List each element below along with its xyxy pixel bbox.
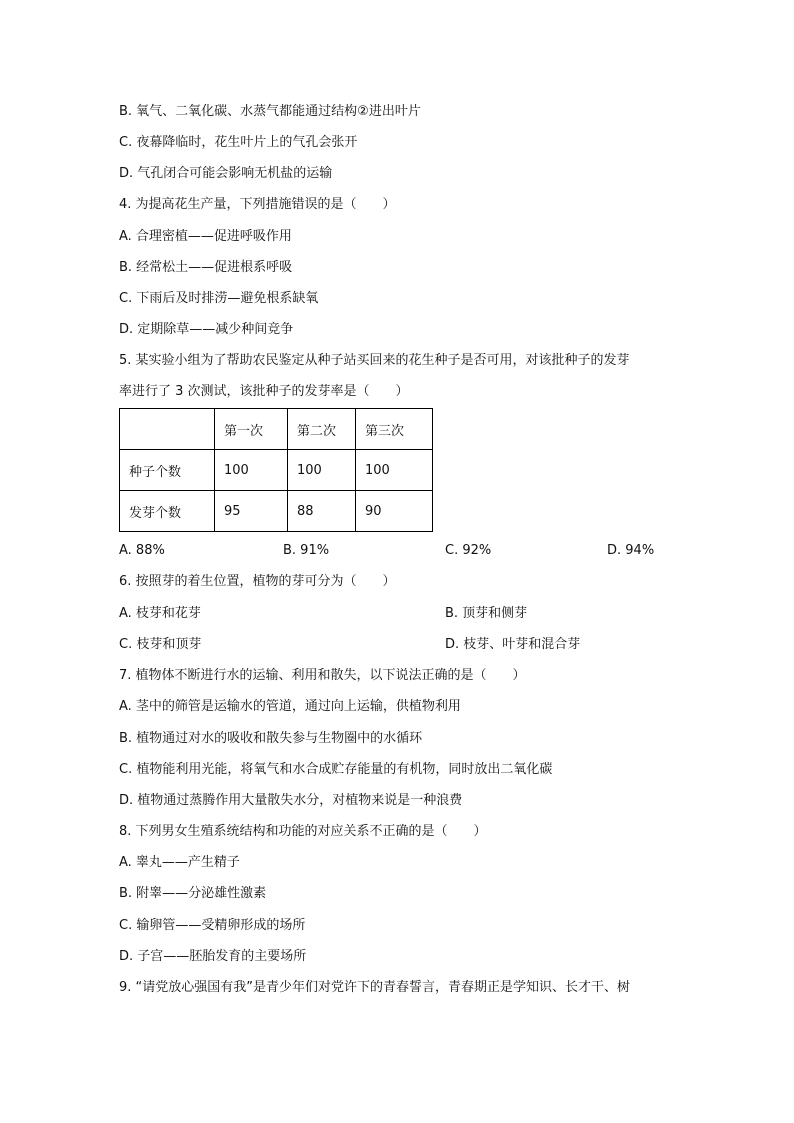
table-cell: 第一次	[215, 409, 288, 450]
q5-option-d: D. 94%	[607, 543, 655, 558]
table-cell: 90	[356, 491, 433, 532]
q4-option-a: A. 合理密植——促进呼吸作用	[119, 229, 292, 244]
q7-option-b: B. 植物通过对水的吸收和散失参与生物圈中的水循环	[119, 731, 423, 746]
q6-option-d: D. 枝芽、叶芽和混合芽	[445, 637, 581, 652]
q5-option-b: B. 91%	[283, 543, 330, 558]
question-5-line-2: 率进行了 3 次测试，该批种子的发芽率是（ ）	[119, 384, 409, 399]
table-cell: 发芽个数	[120, 491, 215, 532]
table-cell: 第二次	[288, 409, 356, 450]
table-cell: 种子个数	[120, 450, 215, 491]
table-cell: 95	[215, 491, 288, 532]
table-cell: 100	[288, 450, 356, 491]
q3-option-d: D. 气孔闭合可能会影响无机盐的运输	[119, 166, 333, 181]
table-row	[120, 450, 433, 491]
table-cell: 第三次	[356, 409, 433, 450]
question-9: 9. “请党放心强国有我”是青少年们对党许下的青春誓言，青春期正是学知识、长才干、树	[119, 980, 631, 995]
q8-option-d: D. 子宫——胚胎发育的主要场所	[119, 949, 307, 964]
question-7: 7. 植物体不断进行水的运输、利用和散失，以下说法正确的是（ ）	[119, 668, 526, 683]
q8-option-a: A. 睾丸——产生精子	[119, 855, 240, 870]
q8-option-b: B. 附睾——分泌雄性激素	[119, 886, 267, 901]
table-cell: 100	[215, 450, 288, 491]
q4-option-c: C. 下雨后及时排涝—避免根系缺氧	[119, 291, 319, 306]
q3-option-c: C. 夜幕降临时，花生叶片上的气孔会张开	[119, 135, 358, 150]
table-cell: 88	[288, 491, 356, 532]
question-8: 8. 下列男女生殖系统结构和功能的对应关系不正确的是（ ）	[119, 824, 487, 839]
q5-option-a: A. 88%	[119, 543, 165, 558]
q8-option-c: C. 输卵管——受精卵形成的场所	[119, 918, 306, 933]
q7-option-c: C. 植物能利用光能，将氧气和水合成贮存能量的有机物，同时放出二氧化碳	[119, 762, 553, 777]
question-4: 4. 为提高花生产量，下列措施错误的是（ ）	[119, 197, 396, 212]
q3-option-b: B. 氧气、二氧化碳、水蒸气都能通过结构②进出叶片	[119, 104, 421, 119]
q6-option-b: B. 顶芽和侧芽	[445, 606, 528, 621]
q7-option-d: D. 植物通过蒸腾作用大量散失水分，对植物来说是一种浪费	[119, 793, 463, 808]
q6-option-c: C. 枝芽和顶芽	[119, 637, 202, 652]
table-cell	[120, 409, 215, 450]
q7-option-a: A. 茎中的筛管是运输水的管道，通过向上运输，供植物利用	[119, 699, 461, 714]
germination-table	[119, 408, 433, 532]
q6-option-a: A. 枝芽和花芽	[119, 606, 201, 621]
table-row	[120, 491, 433, 532]
question-5-line-1: 5. 某实验小组为了帮助农民鉴定从种子站买回来的花生种子是否可用，对该批种子的发芽	[119, 353, 630, 368]
table-cell: 100	[356, 450, 433, 491]
question-6: 6. 按照芽的着生位置，植物的芽可分为（ ）	[119, 574, 396, 589]
q4-option-d: D. 定期除草——减少种间竞争	[119, 322, 294, 337]
table-header-row	[120, 409, 433, 450]
q4-option-b: B. 经常松土——促进根系呼吸	[119, 260, 293, 275]
q5-option-c: C. 92%	[445, 543, 492, 558]
